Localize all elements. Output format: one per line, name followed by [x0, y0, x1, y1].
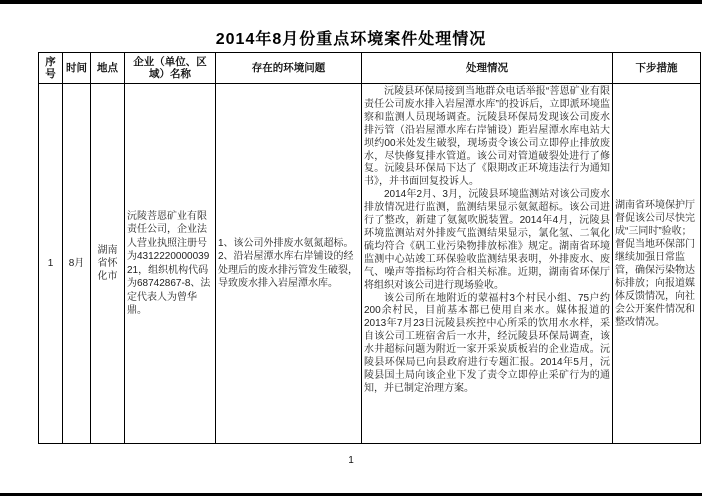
handling-paragraph: 2014年2月、3月，沅陵县环境监测站对该公司废水排放情况进行监测，监测结果显示氨氮超标。该公司进行了整改，新建了氨氮吹脱装置。2014年4月，沅陵县环境监测站对外排废气监测结果显示，氯化氢、二氧化硫均符合《矾工业污染物排放标准》规定。湖南省环境监测中心站竣工环保验收监测结果表明，外排废水、废气、噪声等指标均符合相关标准。近期，湖南省环保厅将组织对该公司进行现场验收。	[364, 189, 610, 291]
handling-paragraph: 该公司所在地附近的蒙福村3个村民小组、75户约200余村民，目前基本都已使用自来水。媒体报道的2013年7月23日沅陵县疾控中心所采的饮用水水样，采自该公司工班宿舍后一水井，经沅陵县环保局调查，该水井超标问题为附近一家开采炭质板岩的企业造成。沅陵县环保局已向县政府进行专题汇报。2014年5月，沅陵县国土局向该企业下发了责令立即停止采矿行为的通知，并已制定治理方案。	[364, 292, 610, 394]
header-location: 地点	[91, 53, 125, 84]
cell-time: 8月	[63, 84, 91, 444]
cell-handling	[362, 84, 613, 444]
problem-item: 1、该公司外排废水氨氮超标。	[218, 237, 354, 249]
cell-seq: 1	[39, 84, 63, 444]
header-enterprise: 企业（单位、区域）名称	[125, 53, 216, 84]
handling-paragraph: 沅陵县环保局接到当地群众电话举报“菩恩矿业有限责任公司废水排入岩屋潭水库”的投诉后，立即派环境监察和监测人员现场调查。沅陵县环保局发现该公司废水排污管（沿岩屋潭水库右岸铺设）距岩屋潭水库电站大坝约00米处发生破裂，现场责令该公司立即停止排放废水，尽快修复排水管道。该公司对管道破裂处进行了修复。沅陵县环保局下达了《限期改正环境违法行为通知书》，并书面回复投诉人。	[364, 86, 610, 188]
cell-location: 湖南省怀化市	[91, 84, 125, 444]
header-seq: 序号	[39, 53, 63, 84]
header-time: 时间	[63, 53, 91, 84]
problem-item: 2、沿岩屋潭水库右岸铺设的经处理后的废水排污管发生破裂，导致废水排入岩屋潭水库。	[218, 251, 358, 289]
cell-problems	[216, 84, 362, 444]
cases-table	[38, 52, 701, 444]
header-next-steps: 下步措施	[613, 53, 701, 84]
header-problems: 存在的环境问题	[216, 53, 362, 84]
table-row	[39, 84, 701, 444]
cell-next-steps: 湖南省环境保护厅督促该公司尽快完成“三同时”验收；督促当地环保部门继续加强日常监管，确保污染物达标排放；向报道媒体反馈情况，向社会公开案件情况和整改情况。	[613, 84, 701, 444]
page-title: 2014年8月份重点环境案件处理情况	[215, 31, 487, 48]
header-row	[39, 53, 701, 84]
cell-enterprise: 沅陵菩恩矿业有限责任公司，企业法人营业执照注册号为431222000003921，组织机构代码为68742867-8、法定代表人为曾华鼎。	[125, 84, 216, 444]
page-number: 1	[348, 455, 354, 466]
header-handling: 处理情况	[362, 53, 613, 84]
page-top-border	[0, 0, 702, 4]
